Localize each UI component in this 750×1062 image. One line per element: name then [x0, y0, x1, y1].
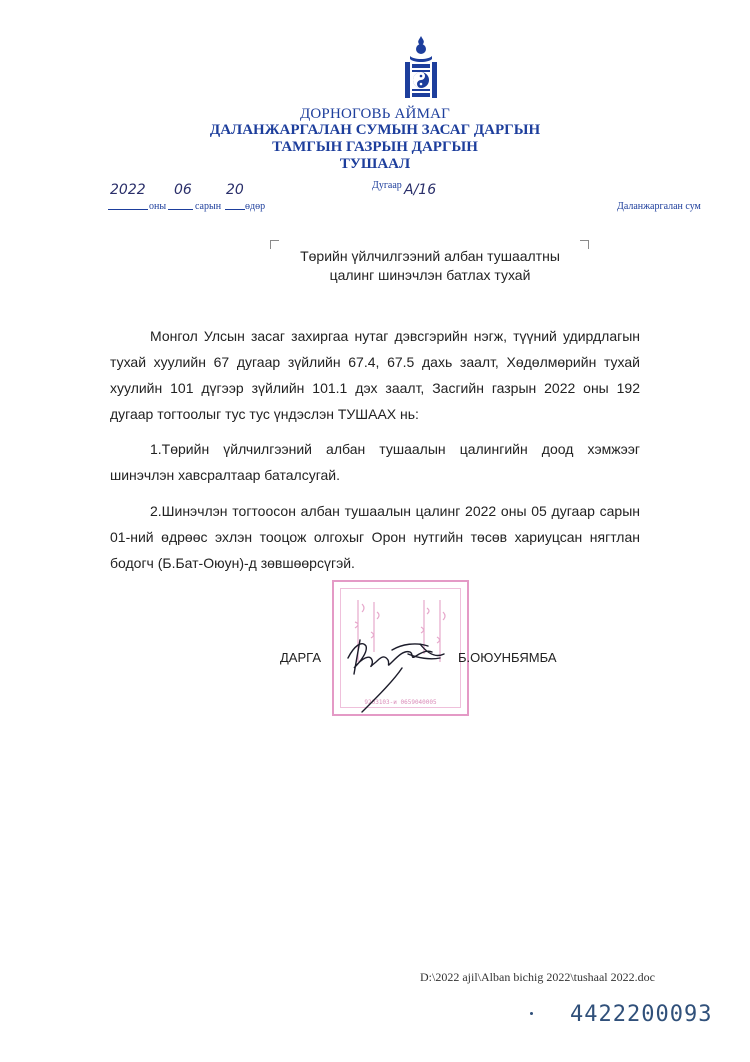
date-line	[108, 180, 278, 214]
subject-line-2: цалинг шинэчлэн батлах тухай	[329, 267, 531, 283]
signer-name: Б.ОЮУНБЯМБА	[458, 650, 557, 665]
paragraph-order-1: 1.Төрийн үйлчилгээний албан тушаалын цалингийн доод хэмжээг шинэчлэн хавсралтаар баталсугай.	[110, 441, 640, 483]
paragraph-order-2: 2.Шинэчлэн тогтоосон албан тушаалын цалинг 2022 оны 05 дугаар сарын 01-ний өдрөөс эхлэн тооцож олгохыг Орон нутгийн төсөв хариуцсан нягтлан бодогч (Б.Бат-Оюун)-д зөвшөөрсүгэй.	[110, 503, 640, 571]
month-label: сарын	[195, 201, 222, 212]
soyombo-emblem-icon	[402, 34, 440, 102]
year-label: оны	[149, 201, 167, 212]
document-type: ТУШААЛ	[339, 156, 411, 172]
subject	[270, 247, 590, 285]
file-path: D:\2022 ajil\Alban bichig 2022\tushaal 2022.doc	[420, 970, 655, 984]
day-label: өдөр	[245, 201, 266, 212]
signer-role: ДАРГА	[280, 650, 321, 665]
date-year-handwritten: 2022	[110, 182, 146, 198]
paragraph-basis: Монгол Улсын засаг захиргаа нутаг дэвсгэрийн нэгж, түүний удирдлагын тухай хуулийн 67 дугаар зүйлийн 67.4, 67.5 дахь заалт, Хөдөлмөрийн тухай хуулийн 101 дүгээр зүйлийн 101.1 дэх заалт, Засгийн газрын 2022 оны 192 дугаар тогтоолыг тус тус үндэслэн ТУШААХ нь:	[110, 328, 640, 422]
date-month-handwritten: 06	[174, 182, 192, 198]
organization-line-2: ТАМГЫН ГАЗРЫН ДАРГЫН	[272, 139, 478, 155]
subject-line-1: Төрийн үйлчилгээний албан тушаалтны	[300, 248, 560, 264]
footer-dot	[530, 1012, 533, 1015]
number-label: Дугаар	[372, 180, 402, 191]
handwritten-signature	[332, 628, 462, 718]
stamp-code: 9203103-и 0659040005	[364, 699, 437, 706]
date-day-handwritten: 20	[226, 182, 244, 198]
document-id: 4422200093	[570, 1002, 713, 1027]
aimag-name: ДОРНОГОВЬ АЙМАГ	[299, 106, 451, 122]
number-line	[372, 180, 452, 214]
number-handwritten: А/16	[404, 182, 437, 198]
place-name: Даланжаргалан сум	[617, 201, 701, 212]
organization-line-1: ДАЛАНЖАРГАЛАН СУМЫН ЗАСАГ ДАРГЫН	[209, 122, 541, 138]
